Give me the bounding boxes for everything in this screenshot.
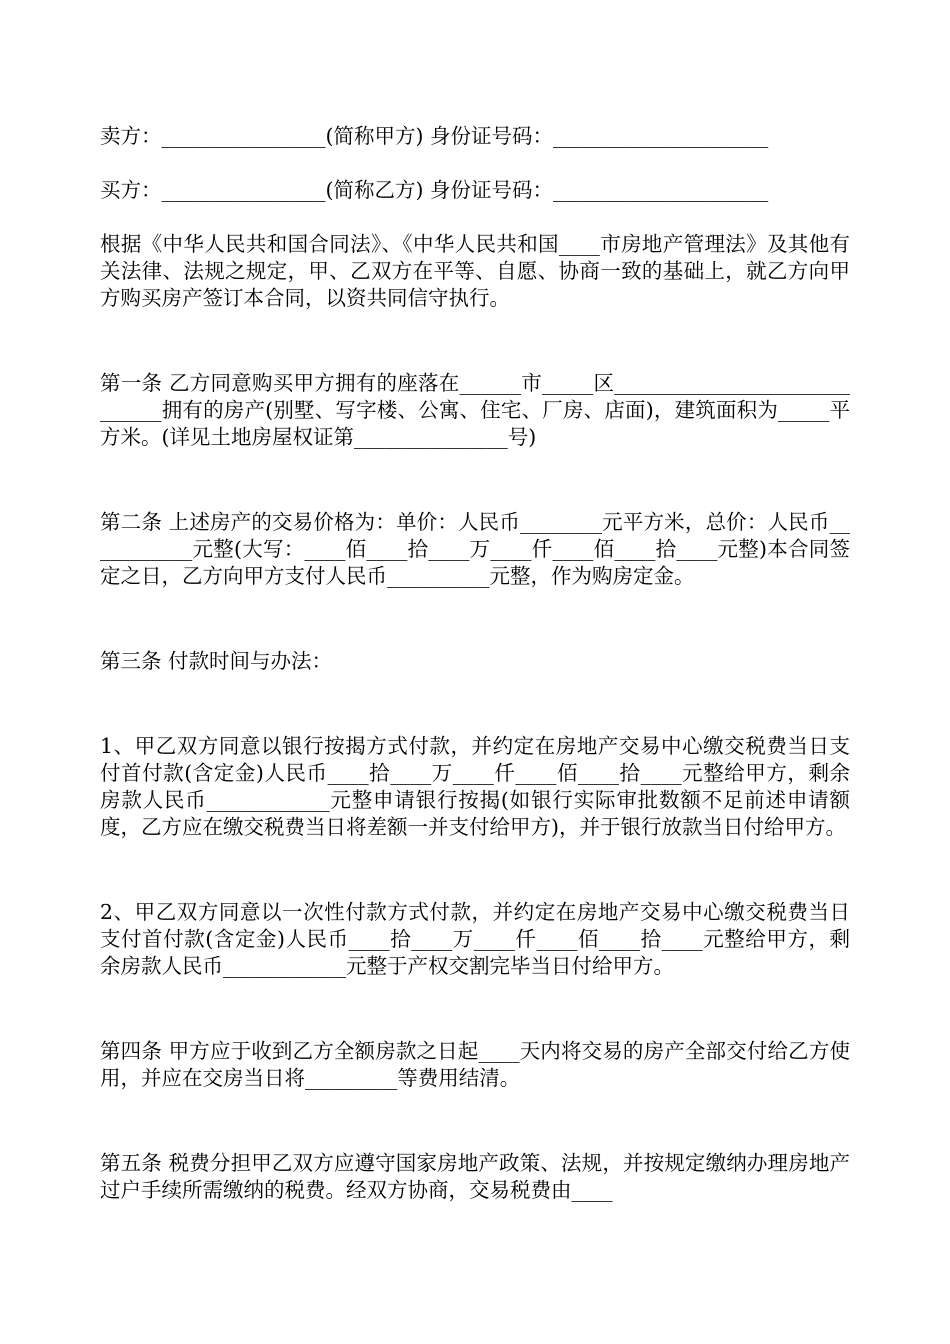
payment-clause-2: 2、甲乙双方同意以一次性付款方式付款，并约定在房地产交易中心缴交税费当日支付首付款(含定金)人民币____拾____万____仟____佰____拾____元整给甲方，剩余房款人民币____________元整于产权交割完毕当日付给甲方。 xyxy=(100,900,850,978)
preamble-paragraph: 根据《中华人民共和国合同法》、《中华人民共和国____市房地产管理法》及其他有关法律、法规之规定，甲、乙双方在平等、自愿、协商一致的基础上，就乙方向甲方购买房产签订本合同，以资共同信守执行。 xyxy=(100,232,850,310)
article-5: 第五条 税费分担甲乙双方应遵守国家房地产政策、法规，并按规定缴纳办理房地产过户手续所需缴纳的税费。经双方协商，交易税费由____ xyxy=(100,1151,850,1202)
article-2: 第二条 上述房产的交易价格为：单价：人民币________元平方米，总价：人民币___________元整(大写：____佰____拾____万____仟____佰____拾____元整)本合同签定之日，乙方向甲方支付人民币__________元整，作为购房定金。 xyxy=(100,510,850,588)
article-3-heading: 第三条 付款时间与办法： xyxy=(100,649,333,673)
seller-line: 卖方：________________(简称甲方) 身份证号码：_____________________ xyxy=(100,124,769,148)
payment-clause-1: 1、甲乙双方同意以银行按揭方式付款，并约定在房地产交易中心缴交税费当日支付首付款(含定金)人民币____拾____万____仟____佰____拾____元整给甲方，剩余房款人民币____________元整申请银行按揭(如银行实际审批数额不足前述申请额度，乙方应在缴交税费当日将差额一并支付给甲方)，并于银行放款当日付给甲方。 xyxy=(100,734,850,839)
contract-page xyxy=(100,123,850,1204)
article-1: 第一条 乙方同意购买甲方拥有的座落在______市_____区_____________________________拥有的房产(别墅、写字楼、公寓、住宅、厂房、店面)，建筑面积为_____平方米。(详见土地房屋权证第_______________号) xyxy=(100,371,850,449)
buyer-line: 买方：________________(简称乙方) 身份证号码：_____________________ xyxy=(100,178,769,202)
article-4: 第四条 甲方应于收到乙方全额房款之日起____天内将交易的房产全部交付给乙方使用，并应在交房当日将_________等费用结清。 xyxy=(100,1039,850,1090)
